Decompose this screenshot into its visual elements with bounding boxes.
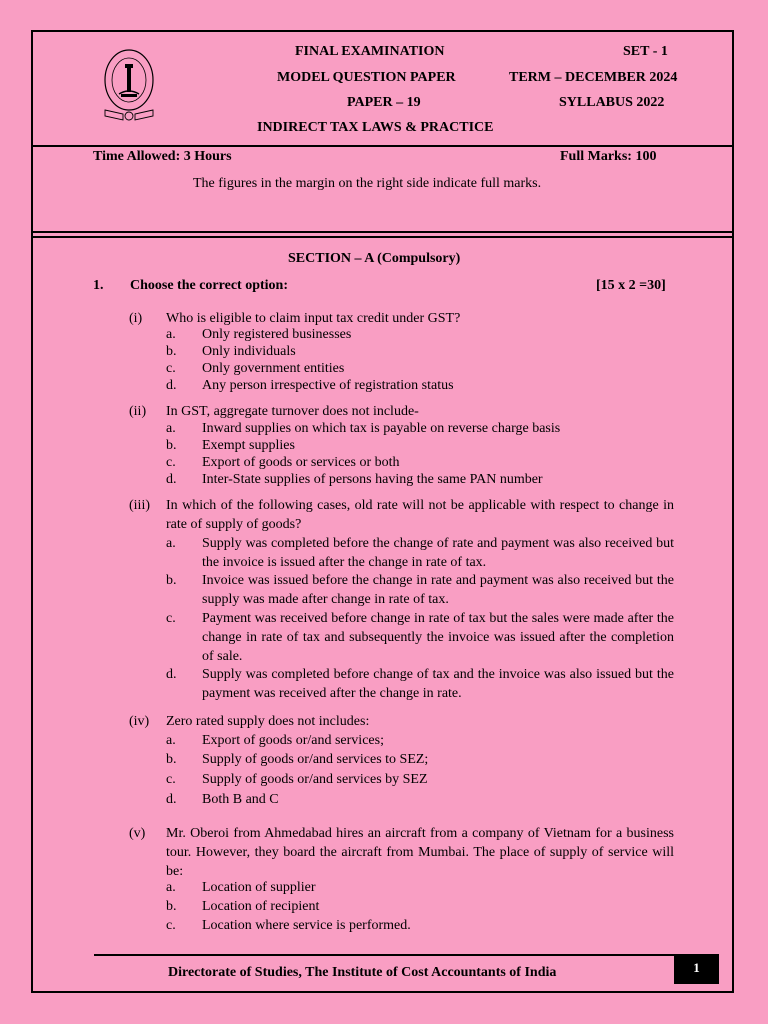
option-letter: b. bbox=[166, 573, 177, 588]
option-letter: a. bbox=[166, 421, 176, 436]
question-text: In GST, aggregate turnover does not include- bbox=[166, 404, 419, 419]
option-letter: d. bbox=[166, 472, 177, 487]
marks-note: The figures in the margin on the right side indicate full marks. bbox=[193, 176, 542, 191]
option-text: Location where service is performed. bbox=[202, 918, 411, 933]
option-letter: a. bbox=[166, 536, 176, 551]
option-letter: b. bbox=[166, 752, 177, 767]
page-number: 1 bbox=[674, 954, 719, 984]
exam-title: FINAL EXAMINATION bbox=[295, 44, 445, 59]
double-rule bbox=[33, 231, 732, 238]
option-letter: d. bbox=[166, 667, 177, 682]
question-text: Zero rated supply does not includes: bbox=[166, 714, 370, 729]
question-label: (iv) bbox=[129, 714, 150, 729]
option-text: Payment was received before change in rate of tax but the sales were made after the change in rate of tax and subsequently the invoice was issued after the completion of sale. bbox=[202, 611, 674, 664]
paper-label: PAPER – 19 bbox=[347, 95, 421, 110]
option-text: Invoice was issued before the change in rate and payment was also received but the supply was made after change in rate of tax. bbox=[202, 573, 674, 607]
section-title: SECTION – A (Compulsory) bbox=[288, 251, 461, 266]
option-text: Location of recipient bbox=[202, 899, 320, 914]
option-letter: c. bbox=[166, 772, 176, 787]
option-text: Only registered businesses bbox=[202, 327, 352, 342]
question-text: In which of the following cases, old rate will not be applicable with respect to change in rate of supply of goods? bbox=[166, 498, 674, 532]
footer-rule bbox=[94, 954, 674, 956]
option-text: Only government entities bbox=[202, 361, 345, 376]
option-text: Inter-State supplies of persons having the same PAN number bbox=[202, 472, 543, 487]
question-text: Mr. Oberoi from Ahmedabad hires an aircraft from a company of Vietnam for a business tour. However, they board the aircraft from Mumbai. The place of supply of service will be: bbox=[166, 826, 674, 879]
option-letter: b. bbox=[166, 899, 177, 914]
exam-meta bbox=[33, 145, 732, 231]
option-text: Supply of goods or/and services by SEZ bbox=[202, 772, 428, 787]
time-allowed: Time Allowed: 3 Hours bbox=[93, 149, 232, 164]
option-letter: d. bbox=[166, 792, 177, 807]
option-letter: a. bbox=[166, 733, 176, 748]
option-letter: a. bbox=[166, 880, 176, 895]
option-letter: b. bbox=[166, 344, 177, 359]
option-text: Inward supplies on which tax is payable on reverse charge basis bbox=[202, 421, 561, 436]
option-letter: c. bbox=[166, 918, 176, 933]
option-text: Location of supplier bbox=[202, 880, 316, 895]
question-label: (i) bbox=[129, 311, 143, 326]
question-instruction: Choose the correct option: bbox=[130, 278, 288, 293]
syllabus-label: SYLLABUS 2022 bbox=[559, 95, 665, 110]
option-letter: d. bbox=[166, 378, 177, 393]
option-text: Supply was completed before change of tax and the invoice was also issued but the payment was received after the change in rate. bbox=[202, 667, 674, 701]
institute-logo-icon bbox=[99, 44, 159, 124]
question-label: (v) bbox=[129, 826, 146, 841]
option-text: Export of goods or/and services; bbox=[202, 733, 384, 748]
option-letter: c. bbox=[166, 455, 176, 470]
question-label: (ii) bbox=[129, 404, 147, 419]
subject-title: INDIRECT TAX LAWS & PRACTICE bbox=[257, 120, 494, 135]
exam-header bbox=[33, 32, 732, 147]
full-marks: Full Marks: 100 bbox=[560, 149, 657, 164]
question-marks: [15 x 2 =30] bbox=[596, 278, 666, 293]
question-text: Who is eligible to claim input tax credit under GST? bbox=[166, 311, 461, 326]
option-letter: a. bbox=[166, 327, 176, 342]
question-label: (iii) bbox=[129, 498, 150, 513]
option-letter: c. bbox=[166, 361, 176, 376]
option-letter: c. bbox=[166, 611, 176, 626]
option-text: Export of goods or services or both bbox=[202, 455, 400, 470]
footer-text: Directorate of Studies, The Institute of Cost Accountants of India bbox=[168, 965, 557, 980]
option-text: Supply of goods or/and services to SEZ; bbox=[202, 752, 429, 767]
option-text: Any person irrespective of registration status bbox=[202, 378, 454, 393]
set-label: SET - 1 bbox=[623, 44, 668, 59]
question-number: 1. bbox=[93, 278, 104, 293]
option-text: Supply was completed before the change of rate and payment was also received but the invoice is issued after the change in rate of tax. bbox=[202, 536, 674, 570]
model-title: MODEL QUESTION PAPER bbox=[277, 70, 456, 85]
term-label: TERM – DECEMBER 2024 bbox=[509, 70, 678, 85]
option-text: Only individuals bbox=[202, 344, 296, 359]
option-letter: b. bbox=[166, 438, 177, 453]
option-text: Both B and C bbox=[202, 792, 279, 807]
option-text: Exempt supplies bbox=[202, 438, 295, 453]
